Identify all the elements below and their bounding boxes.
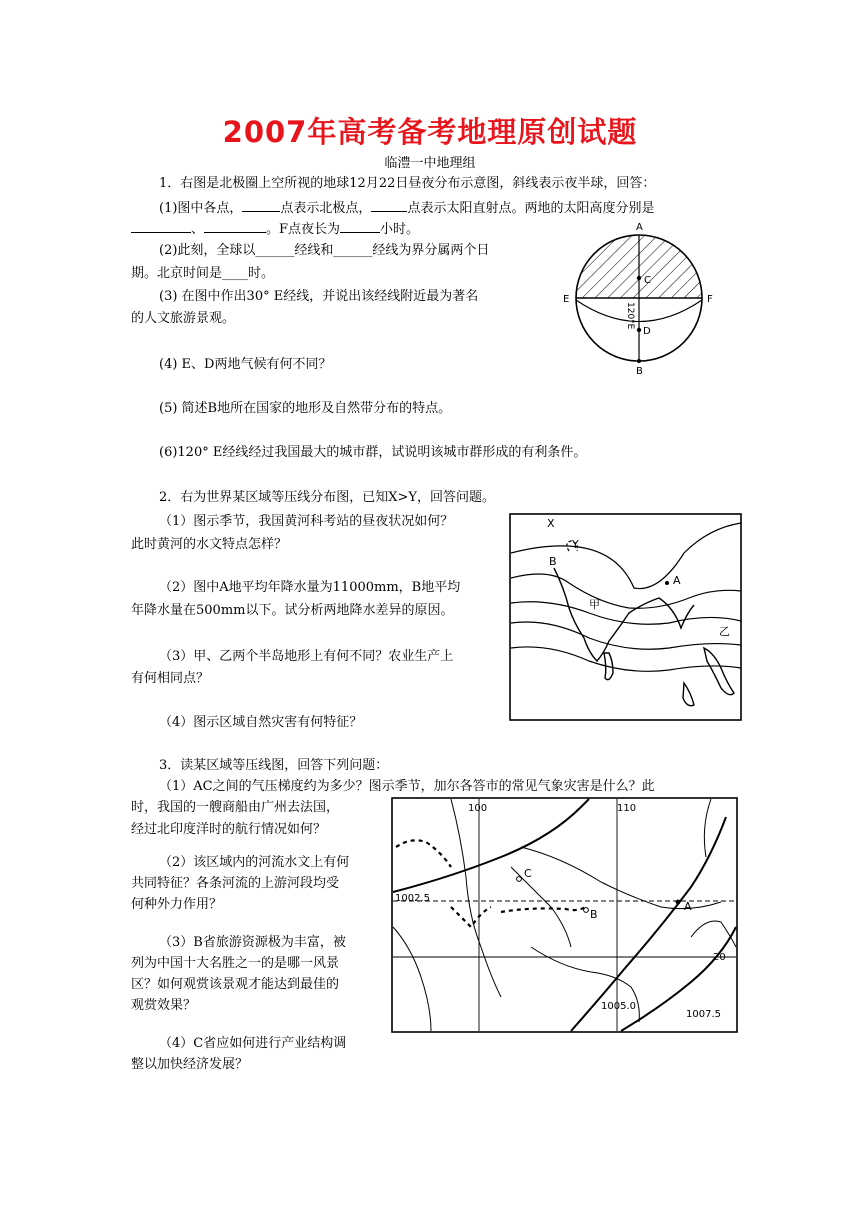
q3-part1-line3: 经过北印度洋时的航行情况如何？ [131, 822, 327, 837]
label-b: B [636, 366, 643, 377]
q2-stem: 2．右为世界某区域等压线分布图，已知X>Y，回答问题。 [159, 490, 496, 505]
q1-part3-line2: 的人文旅游景观。 [131, 311, 236, 326]
q1-stem: 1．右图是北极圈上空所视的地球12月22日昼夜分布示意图，斜线表示夜半球，回答： [159, 176, 656, 191]
meridian-label: 120°E [625, 302, 635, 330]
isobar-map-figure-3 [391, 797, 738, 1033]
isobar-map-figure-2 [509, 513, 742, 721]
q3-part1-line2: 时，我国的一艘商船由广州去法国， [131, 800, 340, 815]
q2-part3-line1: （3）甲、乙两个半岛地形上有何不同？农业生产上 [159, 649, 454, 664]
label-a: A [684, 900, 692, 913]
label-lat-20: 20 [713, 952, 726, 963]
q1-part5: (5) 简述B地所在国家的地形及自然带分布的特点。 [159, 401, 452, 416]
map-frame [392, 798, 737, 1032]
q3-part2-line3: 何种外力作用？ [131, 897, 223, 912]
day-night-globe-figure [560, 218, 725, 380]
blank-north-pole[interactable] [242, 199, 280, 212]
blank-sun-altitude-2[interactable] [204, 220, 266, 233]
label-isobar-1005-0: 1005.0 [601, 1001, 636, 1012]
q3-part3-line4: 观赏效果？ [131, 998, 197, 1013]
q3-part4-line1: （4）C省应如何进行产业结构调 [159, 1036, 347, 1051]
q2-part1-line2: 此时黄河的水文特点怎样？ [131, 537, 288, 552]
q1-part1: (1)图中各点， 点表示北极点， 点表示太阳直射点。两地的太阳高度分别是 [159, 201, 655, 216]
q3-stem: 3．读某区域等压线图，回答下列问题： [159, 758, 389, 773]
author-group: 临澧一中地理组 [384, 156, 476, 171]
q1-part3-line1: (3) 在图中作出30° E经线，并说出该经线附近最为著名 [159, 289, 479, 304]
q3-part2-line1: （2）该区域内的河流水文上有何 [159, 855, 350, 870]
point-c [637, 276, 641, 280]
q3-part1-line1: （1）AC之间的气压梯度约为多少？图示季节，加尔各答市的常见气象灾害是什么？此 [159, 779, 655, 794]
q3-part2-line2: 共同特征？各条河流的上游河段均受 [131, 876, 340, 891]
label-x: X [547, 517, 555, 530]
label-c: C [644, 275, 651, 286]
q3-part4-line2: 整以加快经济发展？ [131, 1057, 249, 1072]
q3-part3-line2: 列为中国十大名胜之一的是哪一风景 [131, 956, 340, 971]
q3-part3-line3: 区？如何观赏该景观才能达到最佳的 [131, 977, 340, 992]
blank-night-length[interactable] [340, 220, 380, 233]
page-title: 2007年高考备考地理原创试题 [222, 115, 638, 149]
q2-part2-line2: 年降水量在500mm以下。试分析两地降水差异的原因。 [131, 603, 454, 618]
label-jia: 甲 [589, 598, 600, 611]
point-a-marker [665, 581, 669, 585]
label-a: A [636, 222, 643, 233]
blank-subsolar-point[interactable] [371, 199, 407, 212]
label-d: D [643, 326, 651, 337]
label-b: B [549, 555, 557, 568]
label-isobar-1002-5: 1002.5 [395, 893, 430, 904]
q2-part4: （4）图示区域自然灾害有何特征？ [159, 715, 363, 730]
point-d [637, 328, 641, 332]
q1-part2-line2: 期。北京时间是____时。 [131, 266, 275, 281]
q1-part4: (4) E、D两地气候有何不同？ [159, 357, 332, 372]
label-c: C [524, 867, 532, 880]
q3-part3-line1: （3）B省旅游资源极为丰富，被 [159, 935, 346, 950]
q2-part1-line1: （1）图示季节，我国黄河科考站的昼夜状况如何？ [159, 514, 454, 529]
point-a-marker [676, 900, 681, 905]
q1-part1-cont: 、 。F点夜长为 小时。 [131, 220, 419, 238]
blank-sun-altitude-1[interactable] [131, 220, 191, 233]
point-b [637, 359, 641, 363]
label-f: F [707, 294, 713, 305]
label-e: E [563, 294, 570, 305]
label-lon-100: 100 [468, 803, 488, 814]
label-b: B [590, 908, 598, 921]
q2-part3-line2: 有何相同点？ [131, 671, 210, 686]
q2-part2-line1: （2）图中A地平均年降水量为11000mm，B地平均 [159, 580, 461, 595]
label-lon-110: 110 [617, 803, 637, 814]
label-y: Y [572, 538, 579, 551]
q1-part2-line1: (2)此刻，全球以______经线和______经线为界分属两个日 [159, 243, 490, 258]
q1-part6: (6)120° E经线经过我国最大的城市群，试说明该城市群形成的有利条件。 [159, 445, 587, 460]
label-yi: 乙 [719, 625, 730, 638]
label-isobar-1007-5: 1007.5 [686, 1009, 721, 1020]
label-a: A [673, 574, 681, 587]
